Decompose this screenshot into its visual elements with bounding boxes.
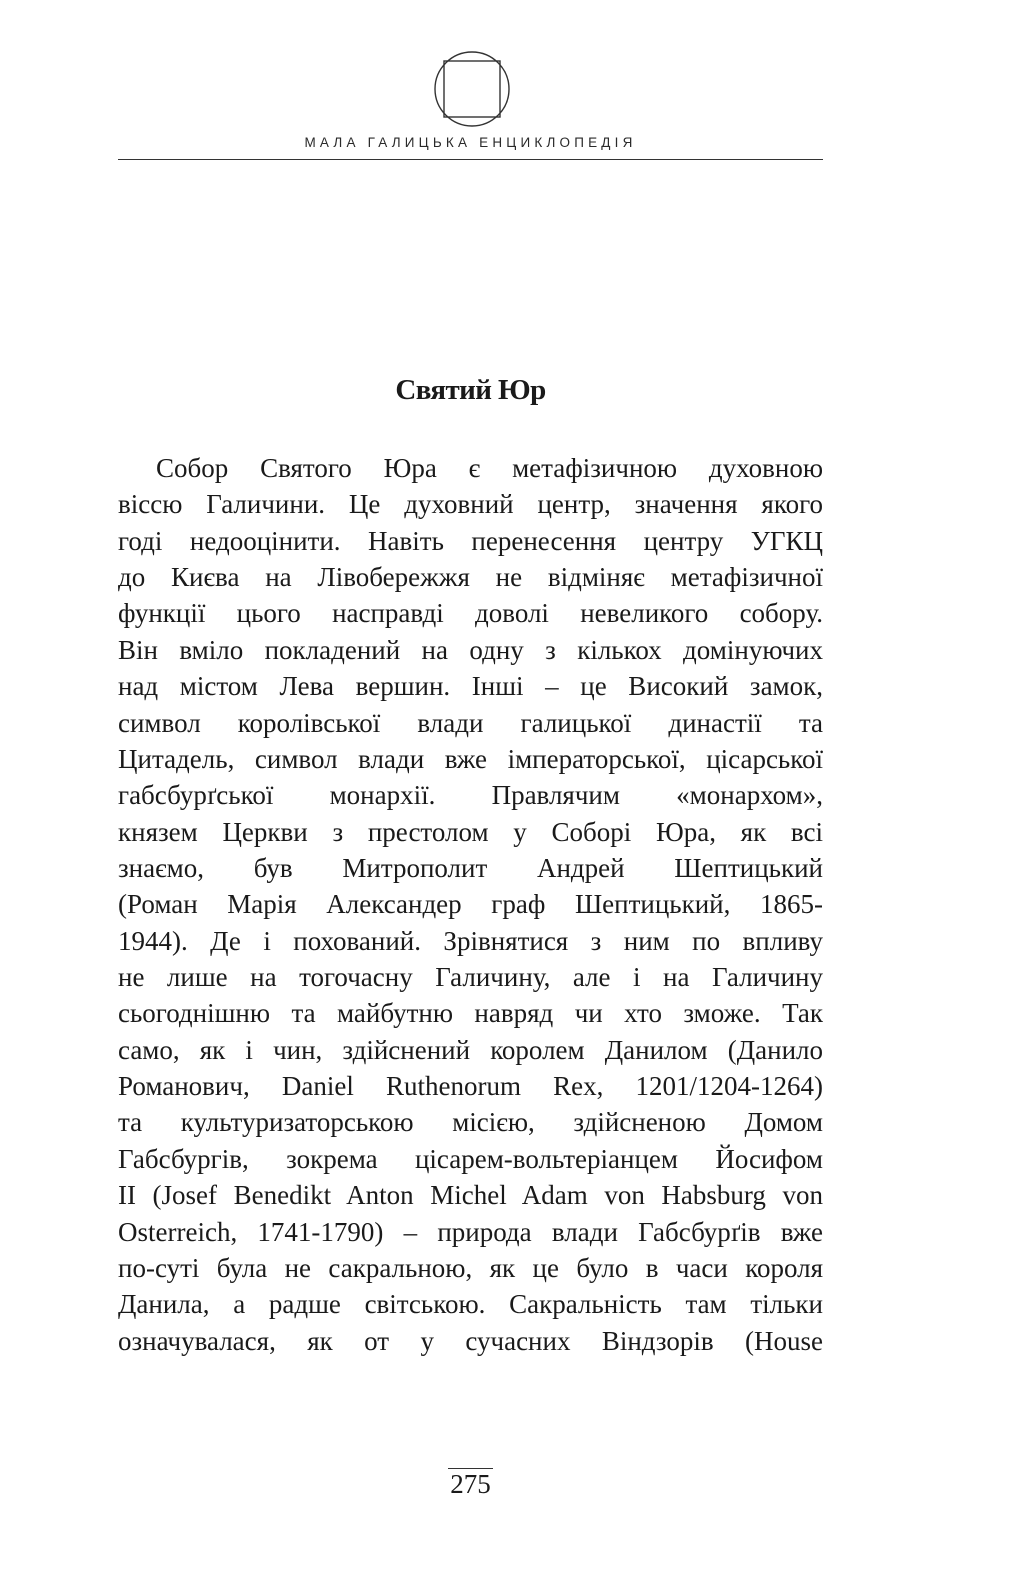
text-line: означувалася, як от у сучасних Віндзорів (House — [118, 1325, 823, 1356]
text-line: Данила, а радше світською. Сакральність там тільки — [118, 1289, 823, 1320]
text-line: Він вміло покладений на одну з кількох домінуючих — [118, 634, 823, 665]
text-line: Цитадель, символ влади вже імператорської, цісарської — [118, 743, 823, 774]
running-head: МАЛА ГАЛИЦЬКА ЕНЦИКЛОПЕДІЯ — [304, 135, 637, 150]
text-line: та культуризаторською місією, здійсненою Домом — [118, 1107, 823, 1138]
text-line: само, як і чин, здійснений королем Данилом (Данило — [118, 1034, 823, 1065]
page-number-footer — [118, 1468, 823, 1499]
text-line: сьогоднішню та майбутню навряд чи хто зможе. Так — [118, 998, 823, 1029]
text-line: князем Церкви з престолом у Соборі Юра, як всі — [118, 816, 823, 847]
text-line: віссю Галичини. Це духовний центр, значення якого — [118, 489, 823, 520]
header-rule — [118, 159, 823, 160]
text-line: Osterreich, 1741-1790) – природа влади Габсбурґів вже — [118, 1216, 823, 1247]
text-line: по-суті була не сакральною, як це було в часи короля — [118, 1252, 823, 1283]
text-line: знаємо, був Митрополит Андрей Шептицький — [118, 852, 823, 883]
text-line: над містом Лева вершин. Інші – це Високий замок, — [118, 671, 823, 702]
article-title: Святий Юр — [395, 374, 546, 406]
text-line: (Роман Марія Александер граф Шептицький, 1865- — [118, 889, 823, 920]
text-line: годі недооцінити. Навіть перенесення центру УГКЦ — [118, 525, 823, 556]
article-body — [118, 450, 823, 1359]
text-line: Собор Святого Юра є метафізичною духовною — [156, 453, 823, 483]
text-line: Габсбургів, зокрема цісарем-вольтеріанцем Йосифом — [118, 1143, 823, 1174]
text-line: II (Josef Benedikt Anton Michel Adam von Habsburg von — [118, 1180, 823, 1211]
text-line: габсбурґської монархії. Правлячим «монархом», — [118, 780, 823, 811]
text-line: Романович, Daniel Ruthenorum Rex, 1201/1204-1264) — [118, 1071, 823, 1102]
text-line: до Києва на Лівобережжя не відміняє метафізичної — [118, 562, 823, 593]
text-line: символ королівської влади галицької династії та — [118, 707, 823, 738]
text-line: функції цього насправді доволі невеликого собору. — [118, 598, 823, 629]
encyclopedia-logo — [433, 50, 511, 128]
text-line: не лише на тогочасну Галичину, але і на Галичину — [118, 962, 823, 993]
page-number: 275 — [450, 1469, 491, 1499]
text-line: 1944). Де і похований. Зрівнятися з ним по впливу — [118, 925, 823, 956]
